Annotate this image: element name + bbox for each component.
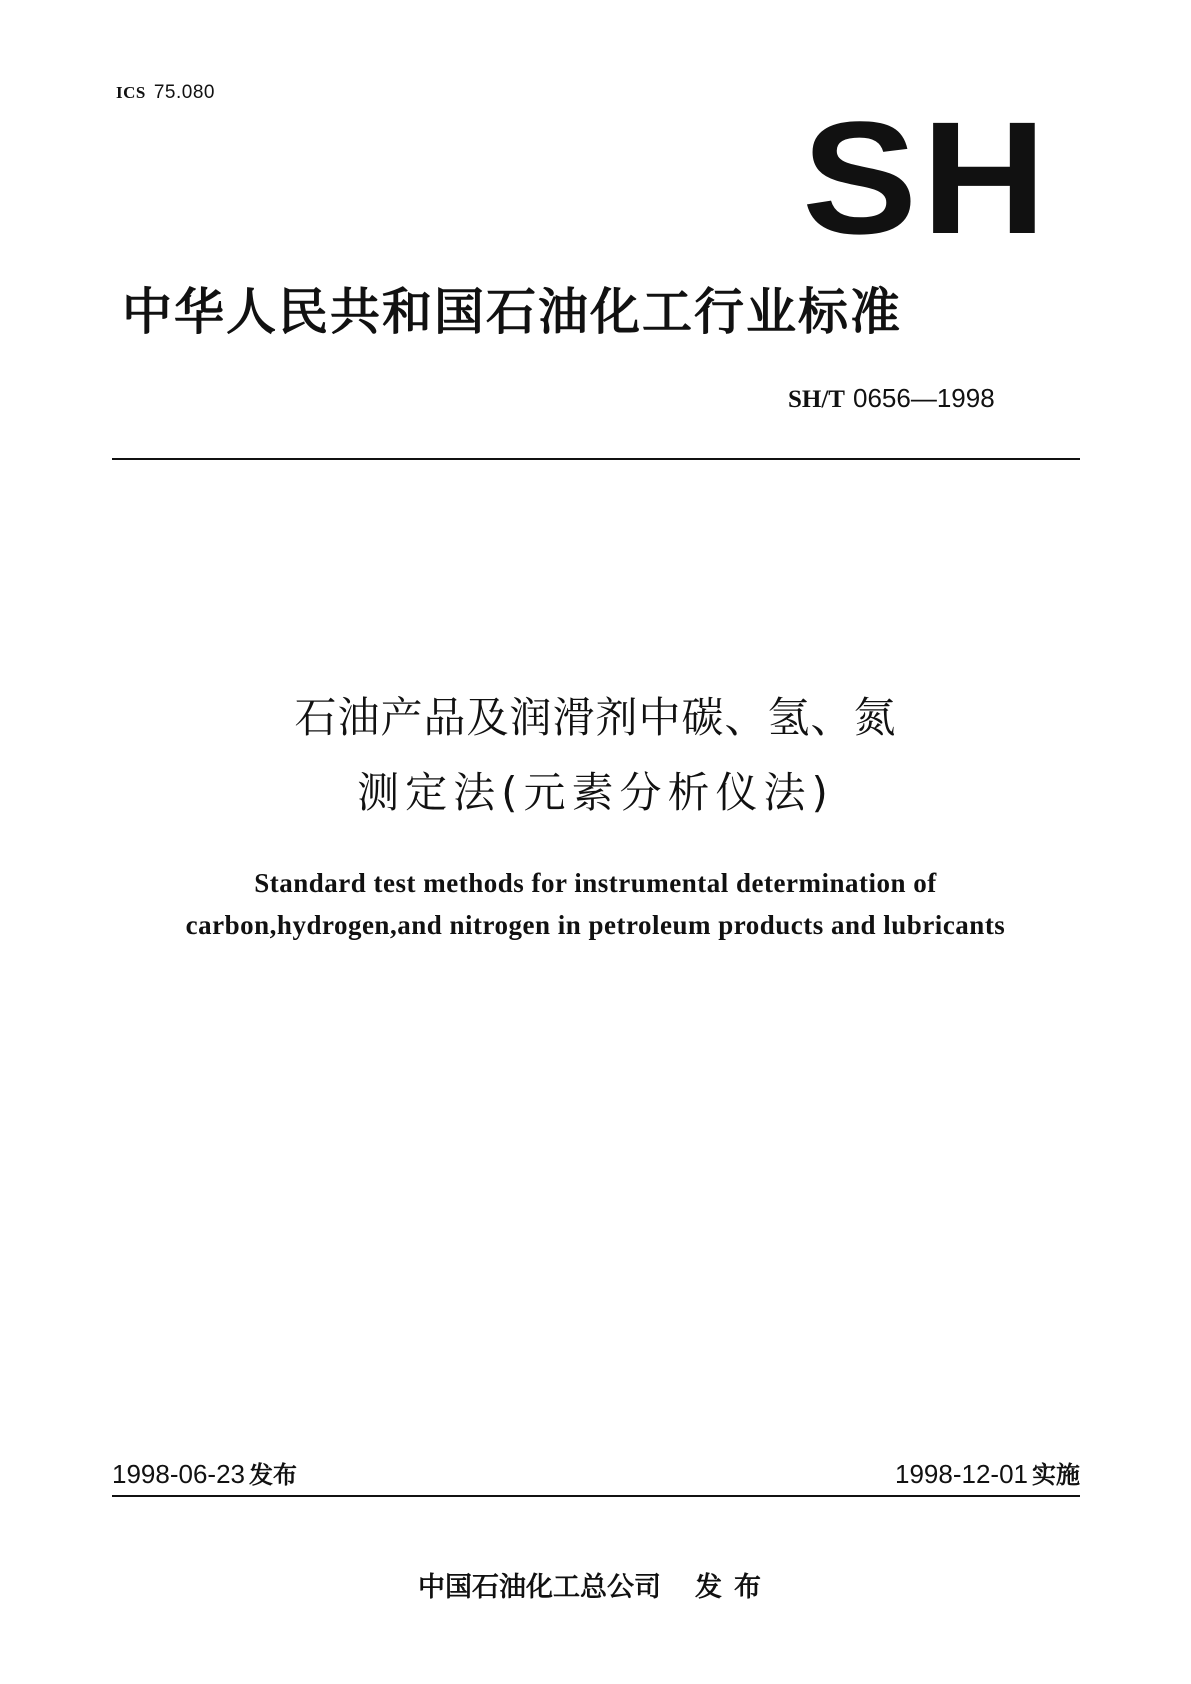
standard-prefix: SH/T bbox=[788, 386, 845, 413]
cn-title-line-2: 测定法(元素分析仪法) bbox=[357, 768, 834, 817]
footer-divider bbox=[112, 1495, 1080, 1497]
header-divider bbox=[112, 458, 1080, 460]
implement-date-label: 实施 bbox=[1032, 1461, 1080, 1489]
org-title: 中华人民共和国石油化工行业标准 bbox=[122, 283, 902, 341]
issue-date bbox=[112, 1455, 297, 1490]
cn-title-line-1: 石油产品及润滑剂中碳、氢、氮 bbox=[294, 693, 897, 742]
standard-number bbox=[788, 383, 995, 414]
issue-date-label: 发布 bbox=[249, 1461, 297, 1489]
en-title-line-2: carbon,hydrogen,and nitrogen in petroleum products and lubricants bbox=[185, 910, 1006, 940]
publish-label: 发布 bbox=[695, 1572, 773, 1603]
standard-code: 0656—1998 bbox=[852, 383, 995, 413]
ics-code bbox=[116, 82, 215, 104]
publisher bbox=[0, 1565, 1191, 1604]
sh-logo: SH bbox=[802, 88, 1051, 267]
publisher-name: 中国石油化工总公司 bbox=[418, 1572, 661, 1603]
issue-date-value: 1998-06-23 bbox=[112, 1459, 245, 1489]
implement-date bbox=[895, 1455, 1080, 1490]
ics-number: 75.080 bbox=[153, 82, 215, 103]
en-title-line-1: Standard test methods for instrumental determination of bbox=[254, 868, 937, 898]
ics-label: ICS bbox=[116, 83, 146, 102]
implement-date-value: 1998-12-01 bbox=[895, 1459, 1028, 1489]
